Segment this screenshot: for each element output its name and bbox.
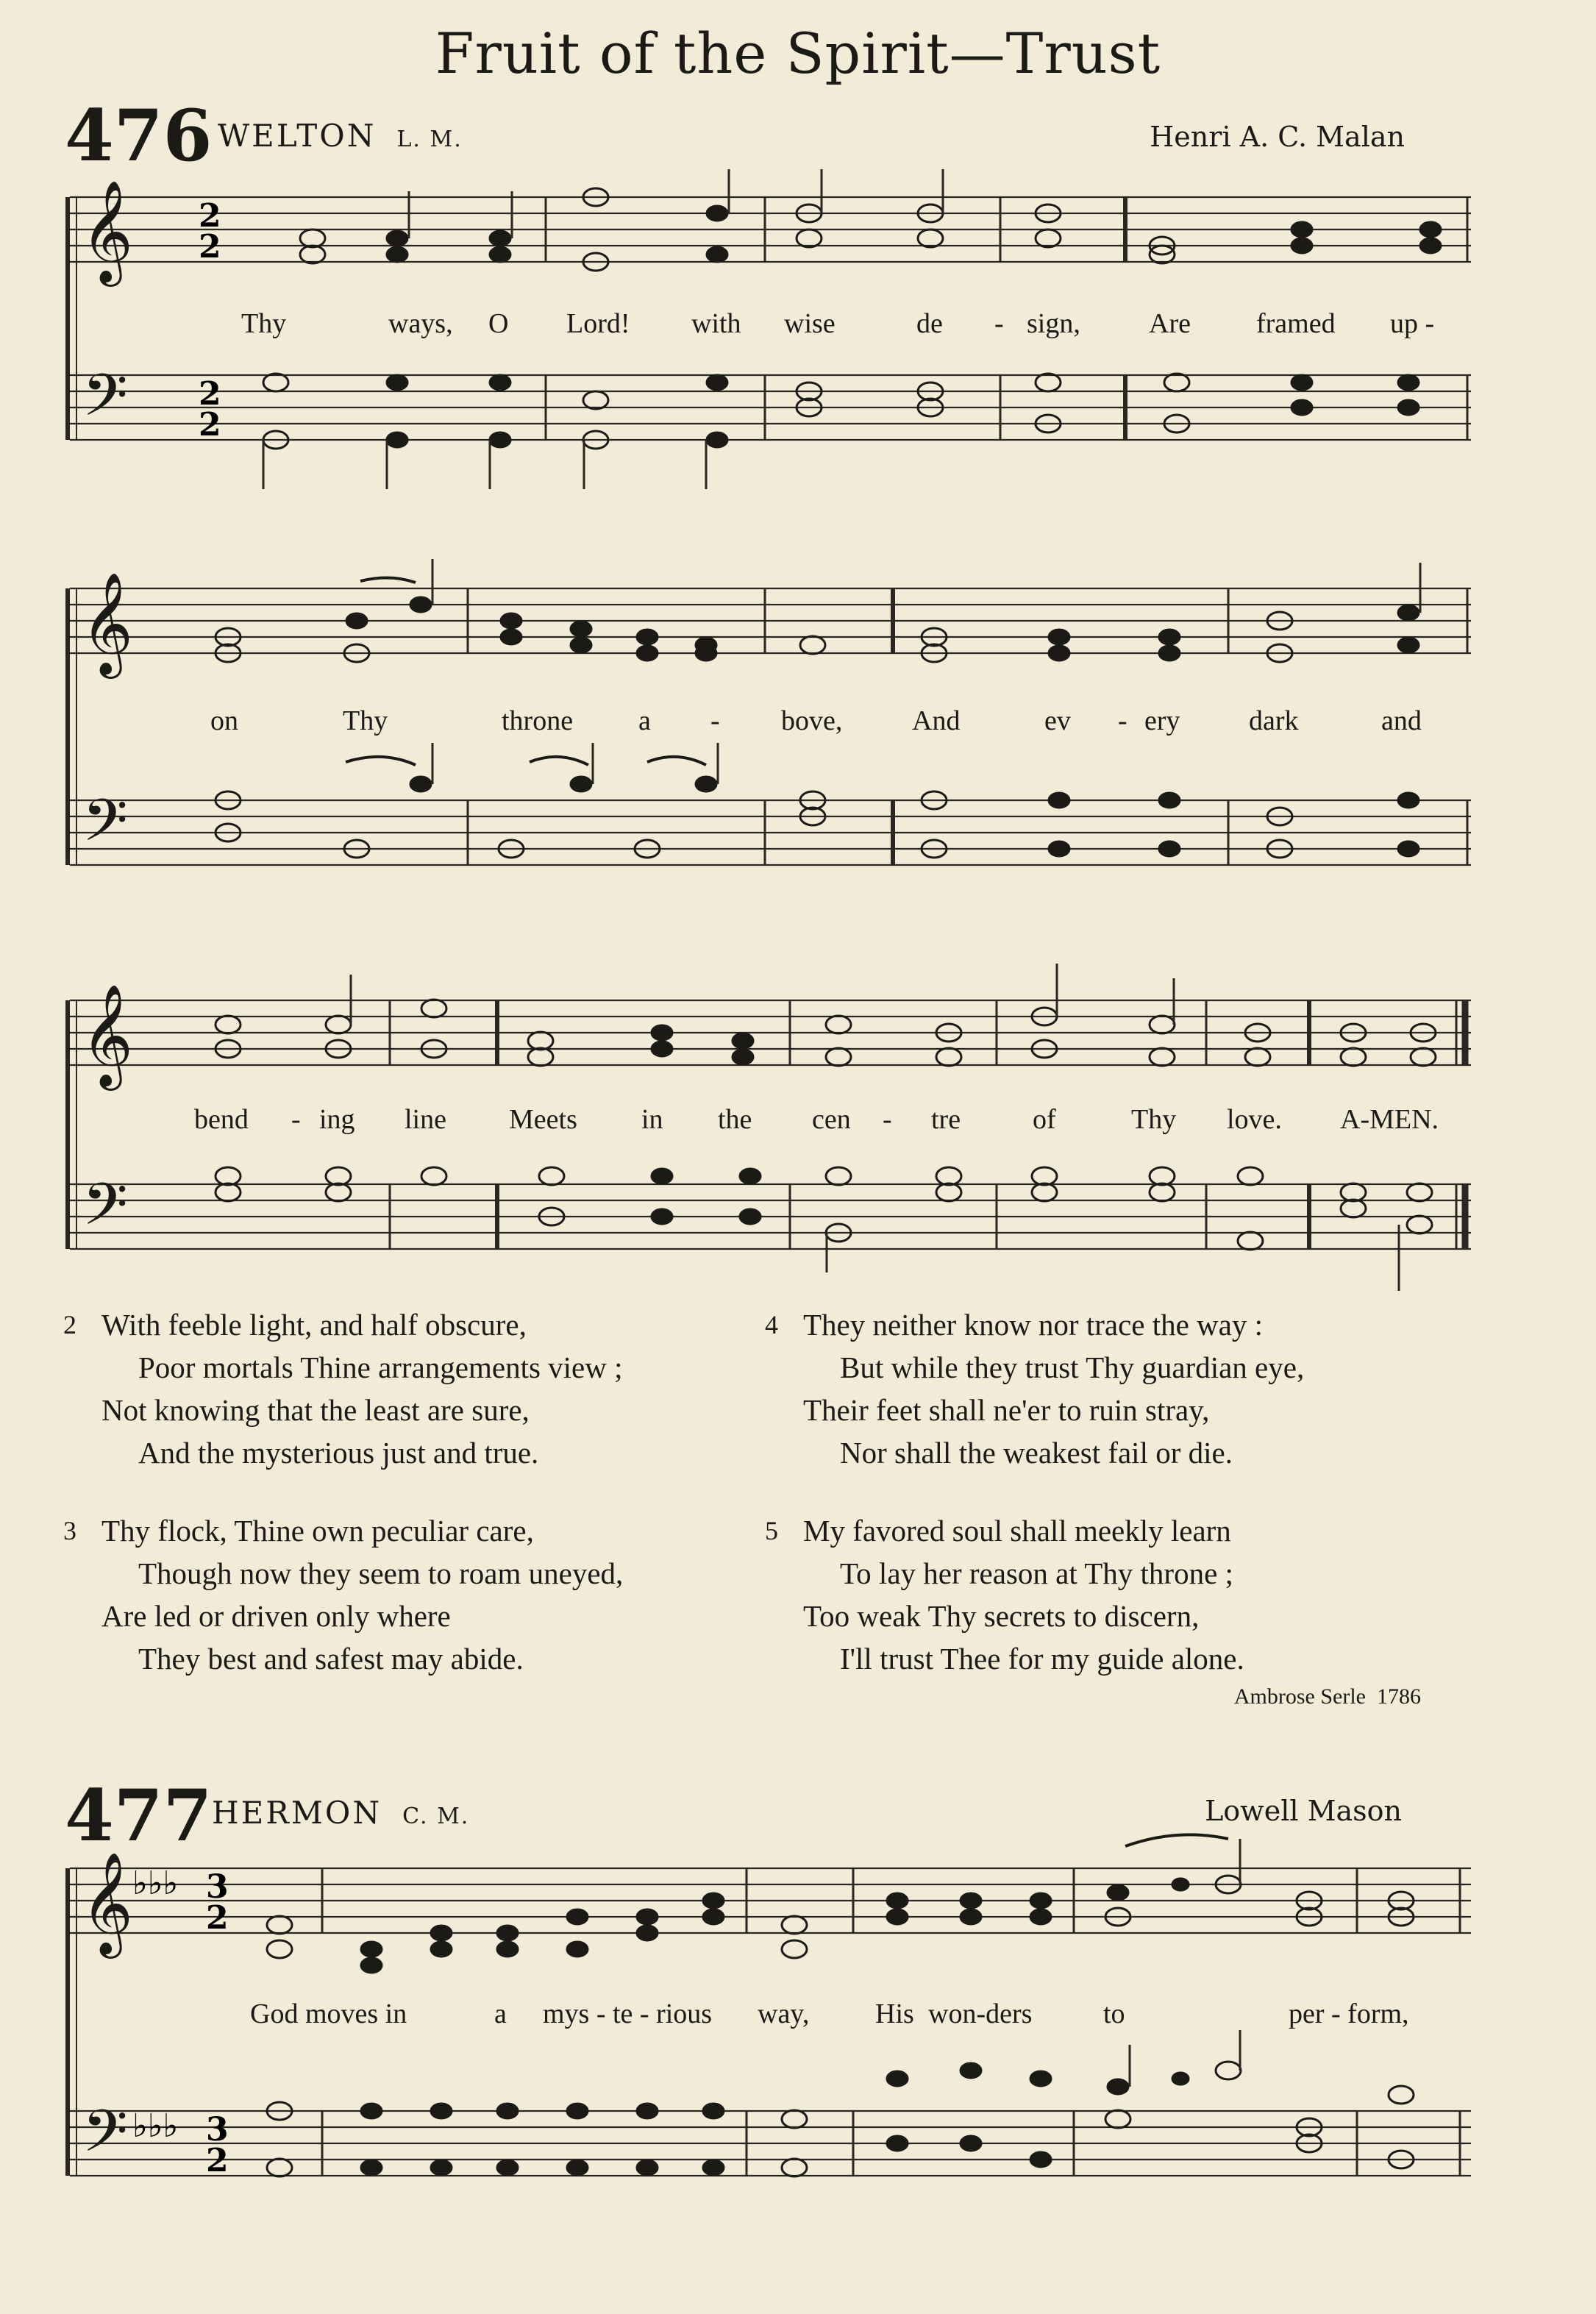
lyric-sign: sign, — [1027, 308, 1080, 339]
svg-text:♭♭♭: ♭♭♭ — [132, 1865, 179, 1902]
lyric-in: in — [641, 1104, 663, 1135]
svg-text:𝄢: 𝄢 — [82, 2097, 128, 2179]
svg-text:3: 3 — [206, 1868, 229, 1906]
svg-text:2: 2 — [206, 2142, 229, 2179]
text-attribution — [1030, 1684, 1421, 1709]
lyric-bove: bove, — [781, 705, 843, 736]
stanza-line: And the mysterious just and true. — [138, 1436, 539, 1470]
stanza-line: Not knowing that the least are sure, — [101, 1393, 530, 1427]
section-title: Fruit of the Spirit—Trust — [435, 21, 1161, 86]
lyric-ways: ways, — [388, 308, 453, 339]
stanza-number: 5 — [765, 1516, 778, 1545]
stanza-5 — [765, 1509, 1465, 1680]
lyric-ery: ery — [1144, 705, 1180, 736]
svg-text:2: 2 — [199, 406, 221, 444]
lyric-of: of — [1033, 1104, 1056, 1135]
lyric-are: Are — [1149, 308, 1191, 339]
lyric-bend: bend — [194, 1104, 249, 1135]
stanza-line: But while they trust Thy guardian eye, — [840, 1350, 1305, 1384]
lyric-o: O — [488, 308, 509, 339]
svg-text:♭♭♭: ♭♭♭ — [132, 2107, 179, 2145]
lyric-love: love. — [1227, 1104, 1282, 1135]
composer: Henri A. C. Malan — [1150, 121, 1405, 153]
svg-text:𝄢: 𝄢 — [82, 1170, 128, 1253]
stanza-number: 3 — [63, 1516, 76, 1545]
lyric-de: de — [916, 308, 943, 339]
svg-text:𝄞: 𝄞 — [81, 572, 133, 674]
stanza-line: Too weak Thy secrets to discern, — [803, 1599, 1200, 1633]
stanza-line: They best and safest may abide. — [138, 1642, 524, 1676]
lyric-ev: ev — [1044, 705, 1071, 736]
svg-text:𝄢: 𝄢 — [82, 786, 128, 869]
stanza-2 — [63, 1303, 778, 1474]
lyric-with: with — [691, 308, 741, 339]
stanza-line: Thy flock, Thine own peculiar care, — [101, 1514, 534, 1548]
stanza-line: I'll trust Thee for my guide alone. — [840, 1642, 1244, 1676]
hymn-number: 476 — [65, 94, 213, 177]
lyric-thy-2: Thy — [343, 705, 388, 736]
lyric-hyphen-5: - — [883, 1104, 892, 1135]
lyric-to: to — [1103, 1998, 1125, 2029]
stanza-number: 4 — [765, 1310, 778, 1339]
lyric-throne: throne — [502, 705, 574, 736]
tune-name: HERMON — [212, 1795, 382, 1831]
stanza-line: Though now they seem to roam uneyed, — [138, 1556, 624, 1590]
lyric-and-2: and — [1381, 705, 1422, 736]
svg-text:2: 2 — [206, 1899, 229, 1937]
stanza-line: Their feet shall ne'er to ruin stray, — [803, 1393, 1210, 1427]
svg-text:𝄞: 𝄞 — [81, 984, 133, 1086]
lyric-thy: Thy — [241, 308, 287, 339]
svg-text:2: 2 — [199, 228, 221, 266]
lyric-wonders: won-ders — [928, 1998, 1033, 2029]
svg-text:𝄢: 𝄢 — [82, 361, 128, 444]
lyric-and: And — [912, 705, 961, 736]
stanza-3 — [63, 1509, 778, 1680]
stanza-line: Are led or driven only where — [101, 1599, 451, 1633]
lyric-god-moves-in: God moves in — [250, 1998, 407, 2029]
tune-name: WELTON — [218, 118, 377, 154]
composer-477: Lowell Mason — [1205, 1795, 1402, 1827]
meter: L. M. — [396, 127, 463, 152]
lyric-ing: ing — [319, 1104, 355, 1135]
stanza-line: With feeble light, and half obscure, — [101, 1308, 527, 1342]
lyric-on: on — [210, 705, 238, 736]
svg-text:2: 2 — [199, 197, 221, 235]
stanza-line: My favored soul shall meekly learn — [803, 1514, 1231, 1548]
lyric-up: up - — [1390, 308, 1435, 339]
lyric-his: His — [875, 1998, 914, 2029]
lyric-wise: wise — [784, 308, 836, 339]
lyric-the: the — [718, 1104, 752, 1135]
lyric-cen: cen — [812, 1104, 851, 1135]
stanza-line: To lay her reason at Thy throne ; — [840, 1556, 1233, 1590]
svg-text:𝄞: 𝄞 — [81, 1852, 133, 1954]
lyric-a: a — [638, 705, 651, 736]
lyric-thy-3: Thy — [1131, 1104, 1177, 1135]
lyric-hyphen-3: - — [1118, 705, 1127, 736]
stanza-4 — [765, 1303, 1465, 1474]
meter: C. M. — [402, 1804, 470, 1829]
stanza-line: They neither know nor trace the way : — [803, 1308, 1264, 1342]
lyric-lord: Lord! — [566, 308, 630, 339]
lyric-framed: framed — [1256, 308, 1336, 339]
lyric-hyphen: - — [994, 308, 1004, 339]
lyric-perform: per - form, — [1289, 1998, 1409, 2029]
svg-text:𝄞: 𝄞 — [81, 180, 133, 282]
author: Ambrose Serle — [1233, 1684, 1366, 1709]
tune-header-477 — [212, 1795, 469, 1831]
lyric-amen: A-MEN. — [1340, 1104, 1439, 1135]
stanza-number: 2 — [63, 1310, 76, 1339]
stanza-line: Poor mortals Thine arrangements view ; — [138, 1350, 623, 1384]
year: 1786 — [1377, 1684, 1421, 1709]
lyric-dark: dark — [1249, 705, 1299, 736]
svg-text:3: 3 — [206, 2111, 229, 2149]
lyric-way: way, — [758, 1998, 810, 2029]
lyric-a-477: a — [494, 1998, 507, 2029]
lyric-hyphen-4: - — [291, 1104, 301, 1135]
lyric-meets: Meets — [509, 1104, 577, 1135]
svg-text:2: 2 — [199, 375, 221, 413]
lyric-line: line — [405, 1104, 446, 1135]
hymn-number-477: 477 — [65, 1774, 213, 1857]
lyric-tre: tre — [931, 1104, 961, 1135]
lyric-hyphen-2: - — [710, 705, 720, 736]
lyric-mysterious: mys - te - rious — [543, 1998, 713, 2029]
stanza-line: Nor shall the weakest fail or die. — [840, 1436, 1233, 1470]
